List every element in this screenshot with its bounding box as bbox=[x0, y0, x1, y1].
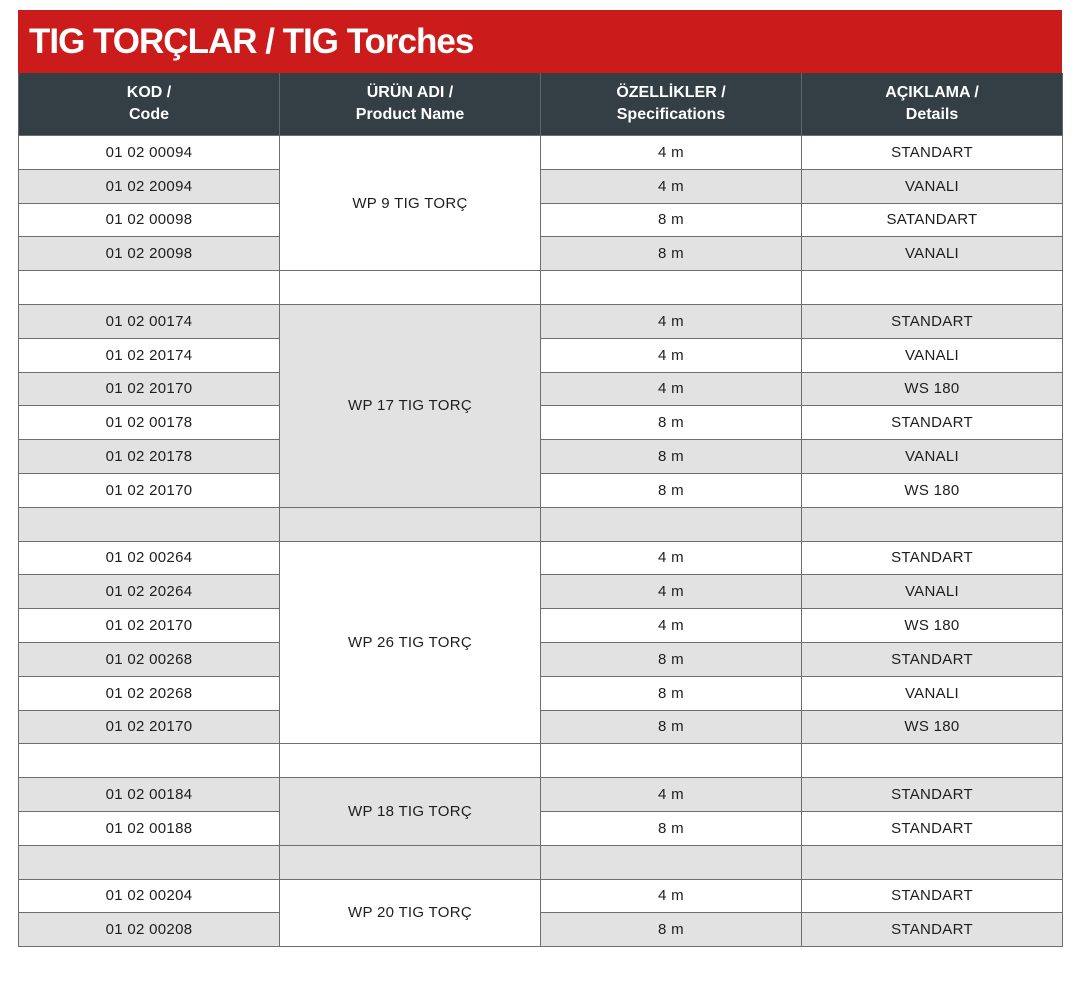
details-cell: STANDART bbox=[802, 811, 1063, 845]
product-name-cell: WP 26 TIG TORÇ bbox=[280, 541, 541, 744]
specification-cell: 8 m bbox=[541, 473, 802, 507]
details-cell: SATANDART bbox=[802, 203, 1063, 237]
table-row bbox=[19, 778, 1063, 812]
column-header-specifications bbox=[541, 73, 802, 136]
table-row bbox=[19, 203, 1063, 237]
code-cell: 01 02 00184 bbox=[19, 778, 280, 812]
code-cell: 01 02 00268 bbox=[19, 642, 280, 676]
column-header-code bbox=[19, 73, 280, 136]
specification-cell: 8 m bbox=[541, 676, 802, 710]
details-cell: STANDART bbox=[802, 778, 1063, 812]
spacer-row bbox=[19, 507, 1063, 541]
column-header-line: Product Name bbox=[355, 106, 465, 123]
details-cell: STANDART bbox=[802, 136, 1063, 170]
table-row bbox=[19, 169, 1063, 203]
details-cell: VANALI bbox=[802, 440, 1063, 474]
empty-cell bbox=[802, 845, 1063, 879]
page-title: TIG TORÇLAR / TIG Torches bbox=[18, 10, 1062, 73]
empty-cell bbox=[280, 744, 541, 778]
table-row bbox=[19, 237, 1063, 271]
table-row bbox=[19, 879, 1063, 913]
specification-cell: 8 m bbox=[541, 710, 802, 744]
code-cell: 01 02 00204 bbox=[19, 879, 280, 913]
table-row bbox=[19, 136, 1063, 170]
empty-cell bbox=[541, 271, 802, 305]
empty-cell bbox=[541, 845, 802, 879]
table-row bbox=[19, 676, 1063, 710]
specification-cell: 8 m bbox=[541, 440, 802, 474]
product-name-cell: WP 17 TIG TORÇ bbox=[280, 304, 541, 507]
column-header-line: ÖZELLİKLER / bbox=[616, 84, 726, 101]
column-header-details bbox=[802, 73, 1063, 136]
specification-cell: 8 m bbox=[541, 811, 802, 845]
details-cell: VANALI bbox=[802, 575, 1063, 609]
empty-cell bbox=[802, 271, 1063, 305]
column-header-line: Details bbox=[905, 106, 959, 123]
specification-cell: 8 m bbox=[541, 642, 802, 676]
code-cell: 01 02 20170 bbox=[19, 609, 280, 643]
specification-cell: 8 m bbox=[541, 237, 802, 271]
table-row bbox=[19, 609, 1063, 643]
specification-cell: 4 m bbox=[541, 778, 802, 812]
spacer-row bbox=[19, 845, 1063, 879]
code-cell: 01 02 20170 bbox=[19, 372, 280, 406]
table-row bbox=[19, 575, 1063, 609]
specification-cell: 4 m bbox=[541, 169, 802, 203]
details-cell: WS 180 bbox=[802, 609, 1063, 643]
specification-cell: 8 m bbox=[541, 203, 802, 237]
specification-cell: 4 m bbox=[541, 304, 802, 338]
table-row bbox=[19, 406, 1063, 440]
code-cell: 01 02 00208 bbox=[19, 913, 280, 947]
code-cell: 01 02 00188 bbox=[19, 811, 280, 845]
code-cell: 01 02 00264 bbox=[19, 541, 280, 575]
code-cell: 01 02 00174 bbox=[19, 304, 280, 338]
code-cell: 01 02 00094 bbox=[19, 136, 280, 170]
table-row bbox=[19, 304, 1063, 338]
details-cell: VANALI bbox=[802, 169, 1063, 203]
table-body bbox=[19, 136, 1063, 947]
specification-cell: 4 m bbox=[541, 372, 802, 406]
details-cell: WS 180 bbox=[802, 372, 1063, 406]
empty-cell bbox=[280, 271, 541, 305]
spacer-row bbox=[19, 744, 1063, 778]
product-name-cell: WP 20 TIG TORÇ bbox=[280, 879, 541, 947]
details-cell: VANALI bbox=[802, 676, 1063, 710]
column-header-line: ÜRÜN ADI / bbox=[366, 84, 454, 101]
empty-cell bbox=[19, 507, 280, 541]
column-header-product bbox=[280, 73, 541, 136]
table-row bbox=[19, 473, 1063, 507]
column-header-line: KOD / bbox=[126, 84, 172, 101]
code-cell: 01 02 20268 bbox=[19, 676, 280, 710]
empty-cell bbox=[19, 271, 280, 305]
specification-cell: 4 m bbox=[541, 575, 802, 609]
table-row bbox=[19, 440, 1063, 474]
code-cell: 01 02 20178 bbox=[19, 440, 280, 474]
empty-cell bbox=[802, 744, 1063, 778]
specification-cell: 8 m bbox=[541, 913, 802, 947]
code-cell: 01 02 20170 bbox=[19, 473, 280, 507]
specification-cell: 4 m bbox=[541, 136, 802, 170]
code-cell: 01 02 20098 bbox=[19, 237, 280, 271]
details-cell: STANDART bbox=[802, 541, 1063, 575]
details-cell: VANALI bbox=[802, 338, 1063, 372]
specification-cell: 4 m bbox=[541, 609, 802, 643]
table-row bbox=[19, 811, 1063, 845]
details-cell: STANDART bbox=[802, 913, 1063, 947]
empty-cell bbox=[19, 845, 280, 879]
specification-cell: 4 m bbox=[541, 541, 802, 575]
code-cell: 01 02 20174 bbox=[19, 338, 280, 372]
empty-cell bbox=[19, 744, 280, 778]
specification-cell: 8 m bbox=[541, 406, 802, 440]
table-row bbox=[19, 338, 1063, 372]
table-row bbox=[19, 642, 1063, 676]
code-cell: 01 02 20264 bbox=[19, 575, 280, 609]
table-row bbox=[19, 710, 1063, 744]
empty-cell bbox=[802, 507, 1063, 541]
specification-cell: 4 m bbox=[541, 338, 802, 372]
details-cell: STANDART bbox=[802, 304, 1063, 338]
column-header-line: Specifications bbox=[616, 106, 726, 123]
product-name-cell: WP 18 TIG TORÇ bbox=[280, 778, 541, 846]
empty-cell bbox=[280, 507, 541, 541]
code-cell: 01 02 00098 bbox=[19, 203, 280, 237]
column-header-line: Code bbox=[129, 106, 169, 123]
details-cell: STANDART bbox=[802, 879, 1063, 913]
table-row bbox=[19, 913, 1063, 947]
product-name-cell: WP 9 TIG TORÇ bbox=[280, 136, 541, 271]
column-header-line: AÇIKLAMA / bbox=[885, 84, 979, 101]
empty-cell bbox=[280, 845, 541, 879]
details-cell: WS 180 bbox=[802, 710, 1063, 744]
table-row bbox=[19, 372, 1063, 406]
details-cell: VANALI bbox=[802, 237, 1063, 271]
code-cell: 01 02 00178 bbox=[19, 406, 280, 440]
table-header bbox=[19, 73, 1063, 136]
code-cell: 01 02 20094 bbox=[19, 169, 280, 203]
details-cell: STANDART bbox=[802, 642, 1063, 676]
spacer-row bbox=[19, 271, 1063, 305]
code-cell: 01 02 20170 bbox=[19, 710, 280, 744]
empty-cell bbox=[541, 507, 802, 541]
details-cell: STANDART bbox=[802, 406, 1063, 440]
empty-cell bbox=[541, 744, 802, 778]
details-cell: WS 180 bbox=[802, 473, 1063, 507]
price-list bbox=[18, 10, 1062, 947]
table-row bbox=[19, 541, 1063, 575]
product-table bbox=[18, 73, 1063, 947]
specification-cell: 4 m bbox=[541, 879, 802, 913]
